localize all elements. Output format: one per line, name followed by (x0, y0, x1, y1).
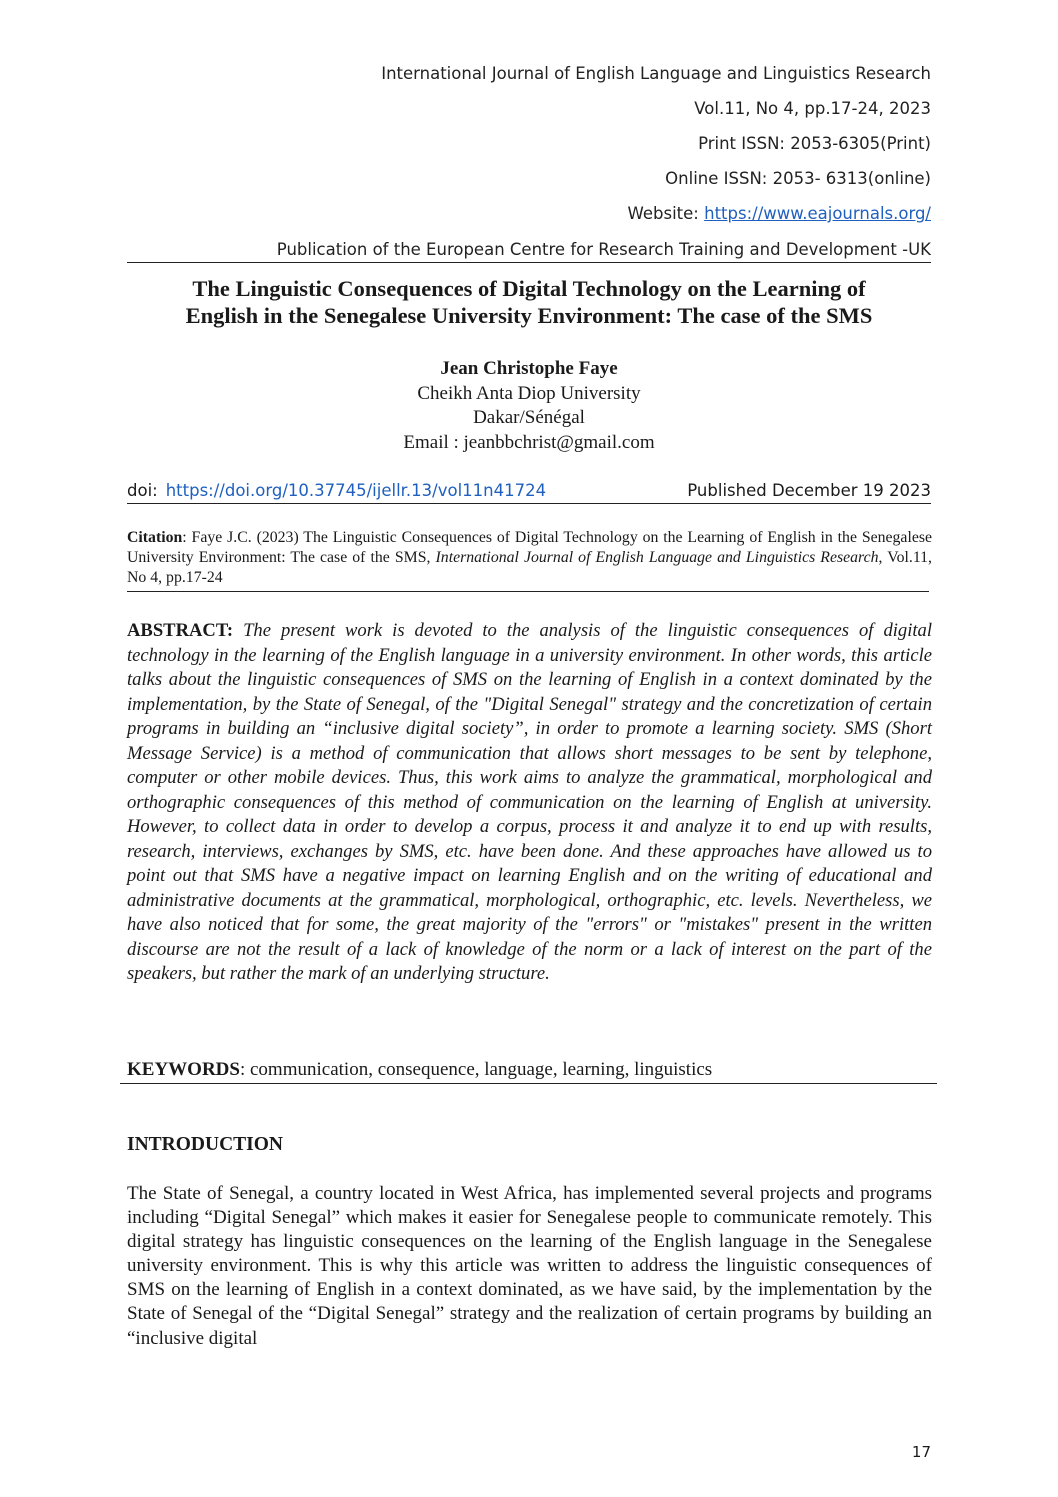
website-line (628, 204, 931, 223)
author-email: Email : jeanbbchrist@gmail.com (403, 431, 655, 453)
abstract-label: ABSTRACT: (127, 620, 234, 641)
author-location: Dakar/Sénégal (473, 407, 585, 428)
citation-divider (127, 591, 929, 592)
abstract (127, 619, 932, 987)
keywords (127, 1058, 932, 1082)
website-label: Website: (627, 204, 699, 223)
author-name: Jean Christophe Faye (440, 358, 618, 379)
page-number: 17 (911, 1443, 931, 1461)
author-block (0, 357, 1058, 455)
header-divider (127, 262, 931, 263)
doi-row (127, 481, 931, 500)
citation (127, 528, 932, 588)
keywords-divider (120, 1083, 937, 1084)
citation-text-b: , Vol.11, No 4, pp.17-24 (127, 549, 933, 586)
journal-volume: Vol.11, No 4, pp.17-24, 2023 (694, 99, 931, 118)
citation-label: Citation (127, 529, 183, 546)
journal-name: International Journal of English Language and Linguistics Research (381, 64, 931, 83)
website-link[interactable]: https://www.eajournals.org/ (704, 204, 931, 223)
online-issn: Online ISSN: 2053- 6313(online) (665, 169, 931, 188)
abstract-text: The present work is devoted to the analysis of the linguistic consequences of digital technology in the learning of the English language in a university environment. In other words, this article talks about the linguistic consequences of SMS on the learning of English in a context dominated by the implementation, by the State of Senegal, of the "Digital Senegal" strategy and the concretization of certain programs in building an “inclusive digital society”, in order to promote a learning society. SMS (Short Message Service) is a method of communication that allows short messages to be sent by telephone, computer or other mobile devices. Thus, this work aims to analyze the grammatical, morphological and orthographic consequences of this method of communication on the learning of English at university. However, to collect data in order to develop a corpus, process it and analyze it to end up with results, research, interviews, exchanges by SMS, etc. have been done. And these approaches have allowed us to point out that SMS have a negative impact on learning English and on the writing of educational and administrative documents at the grammatical, morphological, orthographic, etc. levels. Nevertheless, we have also noticed that for some, the great majority of the "errors" or "mistakes" present in the written discourse are not the result of a lack of knowledge of the norm or a lack of interest on the part of the speakers, but rather the mark of an underlying structure. (127, 620, 932, 984)
keywords-label: KEYWORDS (127, 1059, 240, 1080)
introduction-text: The State of Senegal, a country located in West Africa, has implemented several projects and programs including “Digital Senegal” which makes it easier for Senegalese people to communicate remotely. This digital strategy has linguistic consequences on the learning of the English language in the Senegalese university environment. This is why this article was written to address the linguistic consequences of SMS on the learning of English in a context dominated, as we have said, by the implementation by the State of Senegal of the “Digital Senegal” strategy and the realization of certain programs by building an “inclusive digital (127, 1183, 932, 1349)
doi-link[interactable]: https://doi.org/10.37745/ijellr.13/vol11n41724 (165, 481, 547, 500)
citation-text-a: : Faye J.C. (2023) The Linguistic Consequences of Digital Technology on the Learning of English in the Senegalese University Environment: The case of the SMS, (127, 529, 932, 566)
title-line-2: English in the Senegalese University Environment: The case of the SMS (185, 303, 873, 328)
published-date: Published December 19 2023 (687, 481, 931, 500)
print-issn: Print ISSN: 2053-6305(Print) (698, 134, 931, 153)
paper-title (100, 275, 958, 329)
title-line-1: The Linguistic Consequences of Digital Technology on the Learning of (192, 276, 866, 301)
introduction-heading: INTRODUCTION (127, 1134, 284, 1155)
publisher-line: Publication of the European Centre for Research Training and Development -UK (276, 240, 931, 259)
doi-label: doi: (127, 481, 158, 500)
keywords-text: : communication, consequence, language, learning, linguistics (239, 1059, 713, 1080)
doi-divider (127, 503, 931, 504)
author-affiliation: Cheikh Anta Diop University (417, 382, 641, 404)
citation-journal: International Journal of English Language and Linguistics Research (435, 549, 879, 566)
